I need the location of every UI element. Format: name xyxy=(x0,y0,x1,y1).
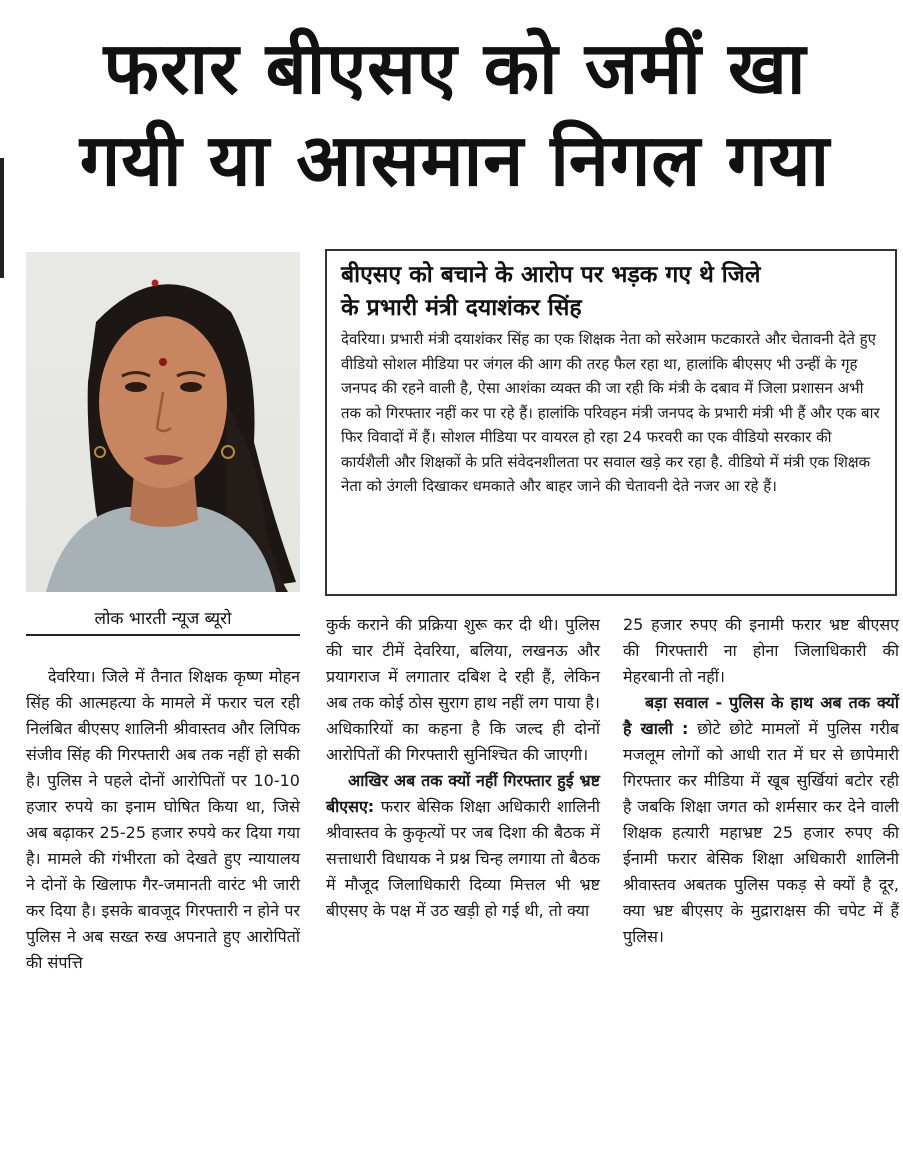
article-paragraph-with-subhead xyxy=(326,768,600,924)
article-paragraph: 25 हजार रुपए की इनामी फरार भ्रष्ट बीएसए की गिरफ्तारी ना होना जिलाधिकारी की मेहरबानी तो नहीं। xyxy=(623,615,899,686)
article-text: छोटे छोटे मामलों में पुलिस गरीब मजलूम लोगों को आधी रात में घर से छापेमारी गिरफ्तार कर मीडिया में खूब सुर्खियां बटोर रही है जबकि शिक्षा जगत को शर्मसार कर देने वाली शिक्षक हत्यारी महाभ्रष्ट 25 हजार रुपए की ईनामी फरार बेसिक शिक्षा अधिकारी शालिनी श्रीवास्तव अबतक पुलिस पकड़ से क्यों है दूर, क्या भ्रष्ट बीएसए के मुद्राराक्षस की चपेट में हैं पुलिस। xyxy=(623,719,899,946)
headline-line-2: गयी या आसमान निगल गया xyxy=(79,118,831,202)
woman-portrait-photo xyxy=(26,252,300,592)
sidebar-heading-line-1: बीएसए को बचाने के आरोप पर भड़क गए थे जिले xyxy=(341,262,761,288)
article-paragraph: देवरिया। जिले में तैनात शिक्षक कृष्ण मोहन सिंह की आत्महत्या के मामले में फरार चल रही निलंबित बीएसए शालिनी श्रीवास्तव और लिपिक संजीव सिंह की गिरफ्तारी अब तक नहीं हो सकी है। पुलिस ने पहले दोनों आरोपितों पर 10-10 हजार रुपये का इनाम घोषित किया था, जिसे अब बढ़ाकर 25-25 हजार रुपये कर दिया गया है। मामले की गंभीरता को देखते हुए न्यायालय ने दोनों के खिलाफ गैर-जमानती वारंट भी जारी कर दिया है। इसके बावजूद गिरफ्तारी न होने पर पुलिस ने अब सख्त रुख अपनाते हुए आरोपितों की संपत्ति xyxy=(26,667,300,972)
headline xyxy=(20,22,890,206)
article-text: फरार बेसिक शिक्षा अधिकारी शालिनी श्रीवास्तव के कुकृत्यों पर जब दिशा की बैठक में सत्ताधारी विधायक ने प्रश्न चिन्ह लगाया तो बैठक में मौजूद जिलाधिकारी दिव्या मित्तल भी भ्रष्ट बीएसए के पक्ष में उठ खड़ी हो गई थी, तो क्या xyxy=(326,797,600,920)
portrait-illustration xyxy=(26,252,300,592)
sidebar-box xyxy=(325,249,897,596)
article-paragraph: कुर्क कराने की प्रक्रिया शुरू कर दी थी। पुलिस की चार टीमें देवरिया, बलिया, लखनऊ और प्रयागराज में लगातार दबिश दे रही हैं, लेकिन अब तक कोई ठोस सुराग हाथ नहीं लग पाया है।अधिकारियों का कहना है कि जल्द ही दोनों आरोपितों की गिरफ्तारी सुनिश्चित की जाएगी। xyxy=(326,615,600,764)
subheading: आखिर अब तक क्यों नहीं गिरफ्तार हुई भ्रष्ट बीएसए: xyxy=(326,771,600,816)
subheading: बड़ा सवाल - पुलिस के हाथ अब तक क्यों है खाली : xyxy=(623,693,899,738)
article-column-3 xyxy=(623,612,899,950)
sidebar-body: देवरिया। प्रभारी मंत्री दयाशंकर सिंह का एक शिक्षक नेता को सरेआम फटकारते और चेतावनी देते हुए वीडियो सोशल मीडिया पर जंगल की आग की तरह फैल रहा था, हालांकि बीएसए भी उन्हीं के गृह जनपद की रहने वाली है, ऐसा आशंका व्यक्त की जा रही कि मंत्री के दबाव में जिला प्रशासन अभी तक को गिरफ्तार नहीं कर पा रहे हैं। हालांकि परिवहन मंत्री जनपद के प्रभारी मंत्री भी हैं और एक बार फिर विवादों में हैं। सोशल मीडिया पर वायरल हो रहा 24 फरवरी का एक वीडियो सरकार की कार्यशैली और शिक्षकों के प्रति संवेदनशीलता पर सवाल खड़े कर रहा है. वीडियो में मंत्री एक शिक्षक नेता को उंगली दिखाकर धमकाते और बाहर जाने की चेतावनी देते नजर आ रहे हैं। xyxy=(341,330,880,495)
article-column-1 xyxy=(26,664,300,976)
headline-line-1: फरार बीएसए को जमीं खा xyxy=(103,26,807,110)
article-column-2 xyxy=(326,612,600,924)
column-rule xyxy=(0,158,4,278)
article-paragraph-with-subhead xyxy=(623,690,899,950)
sidebar-heading-line-2: के प्रभारी मंत्री दयाशंकर सिंह xyxy=(341,295,582,321)
sidebar-heading xyxy=(341,259,881,325)
byline: लोक भारती न्यूज ब्यूरो xyxy=(26,606,300,636)
